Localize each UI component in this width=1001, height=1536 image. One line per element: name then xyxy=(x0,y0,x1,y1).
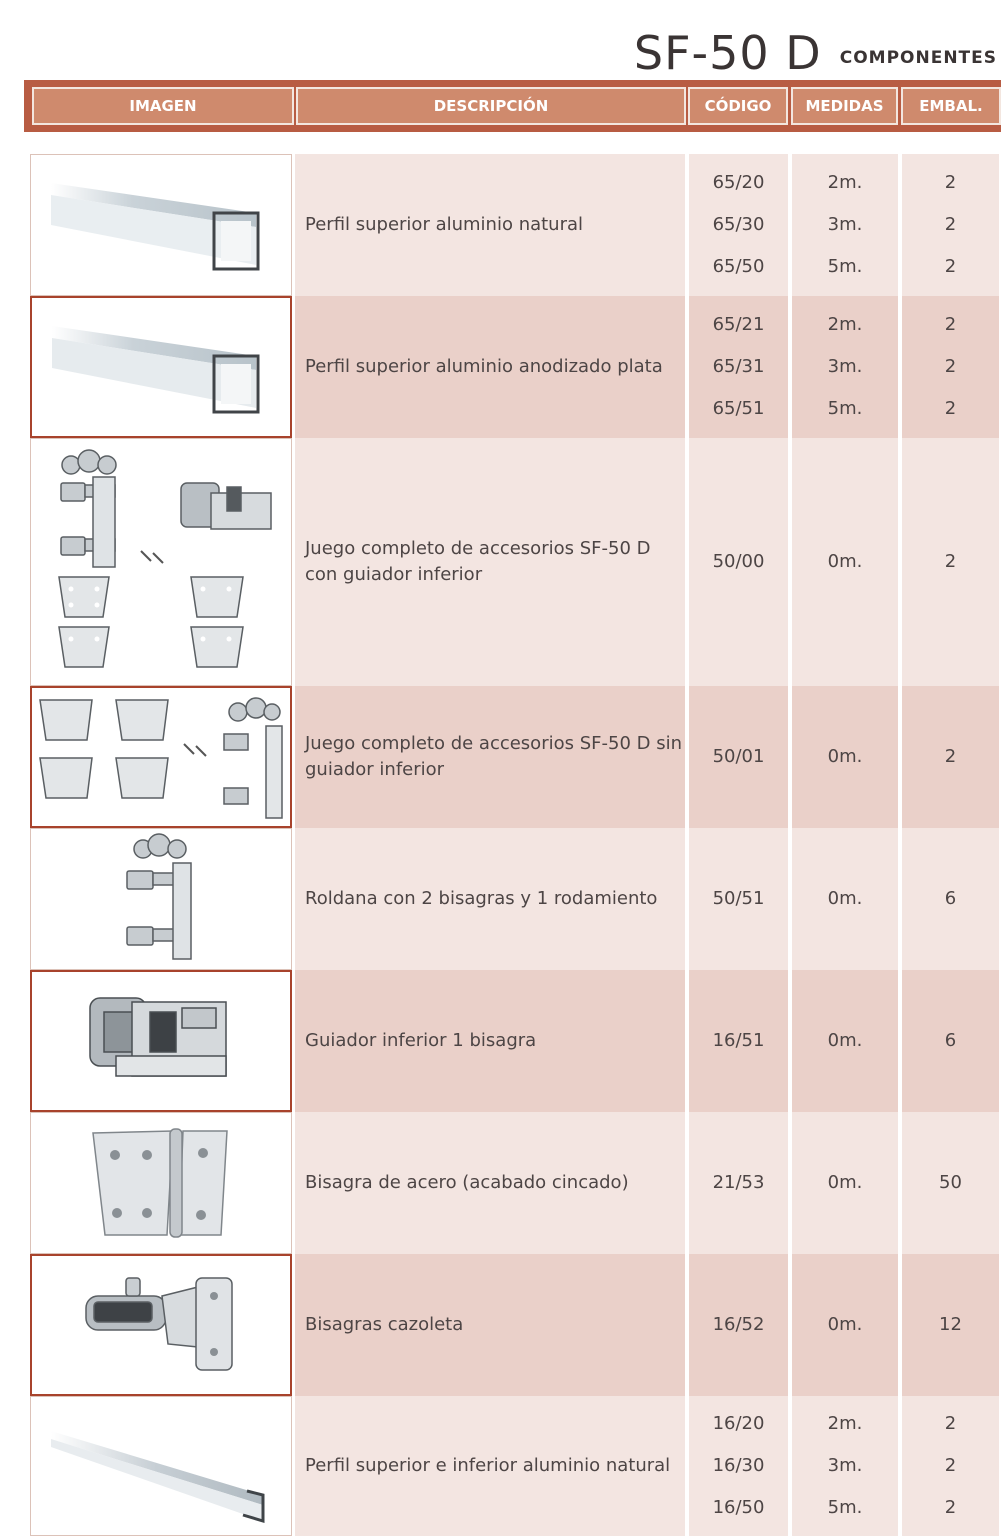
header-packaging: EMBAL. xyxy=(901,87,1001,125)
row-packaging xyxy=(902,1254,999,1396)
row-packaging xyxy=(902,1396,999,1536)
table-row xyxy=(0,154,1001,296)
row-description: Roldana con 2 bisagras y 1 rodamiento xyxy=(295,828,685,970)
row-packaging xyxy=(902,828,999,970)
product-image-steel-hinge xyxy=(30,1112,292,1254)
code-value: 16/52 xyxy=(712,1314,765,1335)
table-header xyxy=(24,80,1001,132)
row-measures xyxy=(792,1396,898,1536)
row-codes xyxy=(689,154,788,296)
row-codes xyxy=(689,438,788,686)
packaging-value: 2 xyxy=(944,356,957,377)
table-row xyxy=(0,438,1001,686)
packaging-value: 2 xyxy=(944,398,957,419)
table-row xyxy=(0,828,1001,970)
row-description: Perfil superior aluminio natural xyxy=(295,154,685,296)
header-image: IMAGEN xyxy=(32,87,294,125)
measure-value: 0m. xyxy=(827,746,863,767)
packaging-value: 2 xyxy=(944,314,957,335)
row-codes xyxy=(689,1112,788,1254)
table-row xyxy=(0,970,1001,1112)
table-row xyxy=(0,1112,1001,1254)
row-codes xyxy=(689,828,788,970)
row-packaging xyxy=(902,154,999,296)
product-image-angle-profile xyxy=(30,1396,292,1536)
packaging-value: 2 xyxy=(944,172,957,193)
row-measures xyxy=(792,828,898,970)
measure-value: 0m. xyxy=(827,1030,863,1051)
code-value: 16/51 xyxy=(712,1030,765,1051)
product-image-roller-with-hinges xyxy=(30,828,292,970)
code-value: 16/30 xyxy=(712,1455,765,1476)
code-value: 50/51 xyxy=(712,888,765,909)
row-packaging xyxy=(902,970,999,1112)
packaging-value: 6 xyxy=(944,1030,957,1051)
product-image-aluminium-profile-natural xyxy=(30,154,292,296)
code-value: 21/53 xyxy=(712,1172,765,1193)
measure-value: 0m. xyxy=(827,1172,863,1193)
row-packaging xyxy=(902,438,999,686)
product-image-accessory-kit-with-guide xyxy=(30,438,292,686)
packaging-value: 2 xyxy=(944,214,957,235)
code-value: 65/30 xyxy=(712,214,765,235)
row-packaging xyxy=(902,686,999,828)
row-description: Guiador inferior 1 bisagra xyxy=(295,970,685,1112)
packaging-value: 2 xyxy=(944,1455,957,1476)
code-value: 65/20 xyxy=(712,172,765,193)
product-image-accessory-kit-without-guide xyxy=(30,686,292,828)
row-description: Juego completo de accesorios SF-50 D sin guiador inferior xyxy=(295,686,685,828)
measure-value: 0m. xyxy=(827,888,863,909)
measure-value: 2m. xyxy=(827,1413,863,1434)
product-image-bottom-guide xyxy=(30,970,292,1112)
product-image-cup-hinge xyxy=(30,1254,292,1396)
code-value: 16/20 xyxy=(712,1413,765,1434)
packaging-value: 2 xyxy=(944,551,957,572)
row-description: Juego completo de accesorios SF-50 D con guiador inferior xyxy=(295,438,685,686)
row-codes xyxy=(689,296,788,438)
row-packaging xyxy=(902,296,999,438)
row-codes xyxy=(689,970,788,1112)
row-measures xyxy=(792,970,898,1112)
measure-value: 5m. xyxy=(827,256,863,277)
code-value: 50/01 xyxy=(712,746,765,767)
row-description: Bisagras cazoleta xyxy=(295,1254,685,1396)
row-measures xyxy=(792,154,898,296)
packaging-value: 2 xyxy=(944,256,957,277)
packaging-value: 12 xyxy=(939,1314,962,1335)
model-name: SF-50 D xyxy=(633,26,822,80)
code-value: 65/51 xyxy=(712,398,765,419)
measure-value: 0m. xyxy=(827,551,863,572)
measure-value: 3m. xyxy=(827,1455,863,1476)
table-row xyxy=(0,296,1001,438)
code-value: 65/50 xyxy=(712,256,765,277)
code-value: 65/21 xyxy=(712,314,765,335)
row-description: Perfil superior e inferior aluminio natural xyxy=(295,1396,685,1536)
measure-value: 0m. xyxy=(827,1314,863,1335)
row-description: Perfil superior aluminio anodizado plata xyxy=(295,296,685,438)
row-codes xyxy=(689,1254,788,1396)
measure-value: 5m. xyxy=(827,1497,863,1518)
measure-value: 5m. xyxy=(827,398,863,419)
page-title xyxy=(633,20,997,80)
packaging-value: 2 xyxy=(944,1413,957,1434)
table-row xyxy=(0,686,1001,828)
code-value: 65/31 xyxy=(712,356,765,377)
measure-value: 3m. xyxy=(827,214,863,235)
row-measures xyxy=(792,1112,898,1254)
measure-value: 3m. xyxy=(827,356,863,377)
product-image-aluminium-profile-anodized xyxy=(30,296,292,438)
packaging-value: 2 xyxy=(944,1497,957,1518)
table-row xyxy=(0,1254,1001,1396)
table-row xyxy=(0,1396,1001,1536)
measure-value: 2m. xyxy=(827,172,863,193)
row-packaging xyxy=(902,1112,999,1254)
header-measures: MEDIDAS xyxy=(791,87,898,125)
code-value: 16/50 xyxy=(712,1497,765,1518)
row-measures xyxy=(792,1254,898,1396)
row-measures xyxy=(792,686,898,828)
measure-value: 2m. xyxy=(827,314,863,335)
row-codes xyxy=(689,1396,788,1536)
packaging-value: 2 xyxy=(944,746,957,767)
row-measures xyxy=(792,438,898,686)
packaging-value: 50 xyxy=(939,1172,962,1193)
row-measures xyxy=(792,296,898,438)
packaging-value: 6 xyxy=(944,888,957,909)
row-codes xyxy=(689,686,788,828)
code-value: 50/00 xyxy=(712,551,765,572)
row-description: Bisagra de acero (acabado cincado) xyxy=(295,1112,685,1254)
header-code: CÓDIGO xyxy=(688,87,788,125)
header-description: DESCRIPCIÓN xyxy=(296,87,686,125)
section-subtitle: COMPONENTES xyxy=(839,48,997,68)
